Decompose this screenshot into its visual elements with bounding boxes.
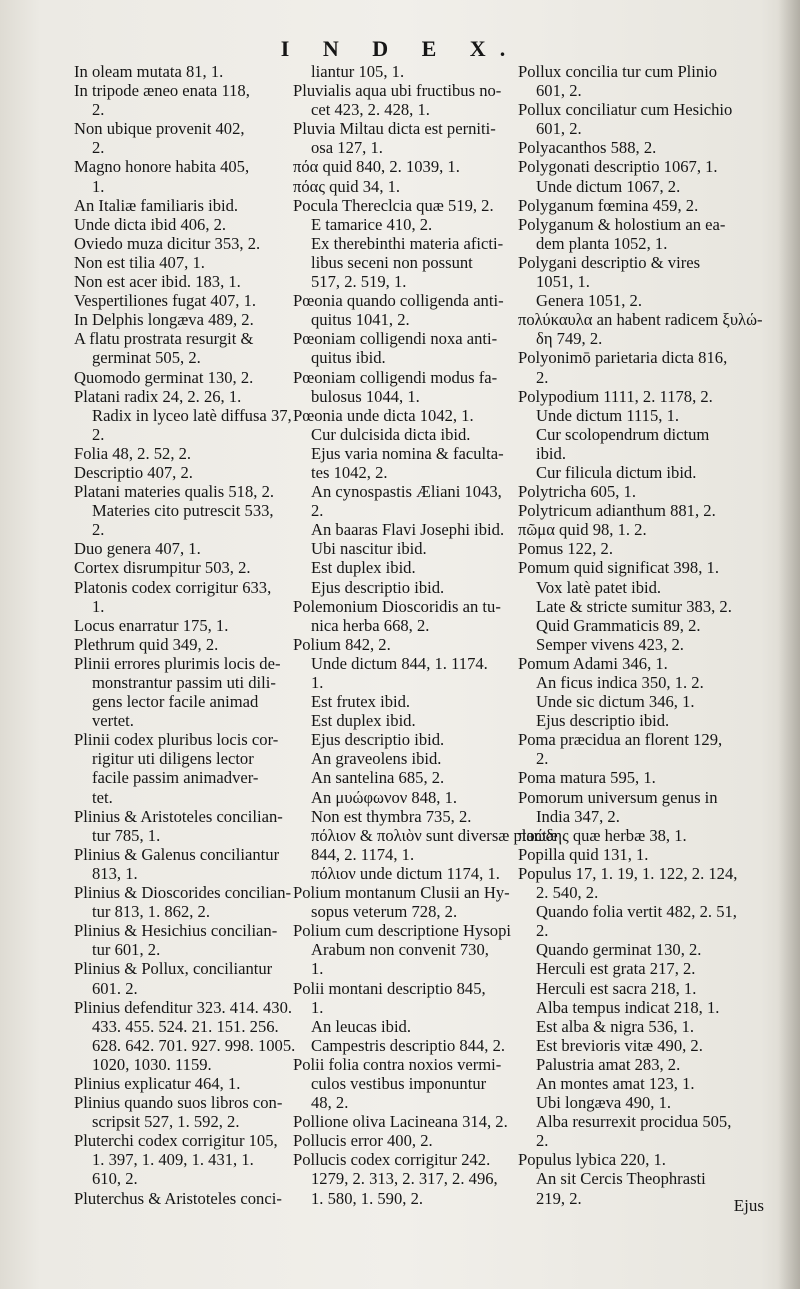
index-entry-line: Polii folia contra noxios vermi-	[293, 1054, 502, 1074]
index-entry-line: Plinius & Galenus conciliantur	[74, 844, 280, 864]
index-entry-line: An santelina 685, 2.	[311, 768, 445, 788]
index-entry-line: Late & stricte sumitur 383, 2.	[536, 596, 732, 616]
index-entry-line: germinat 505, 2.	[92, 348, 201, 368]
index-entry-line: In oleam mutata 81, 1.	[74, 62, 224, 81]
index-entry-line: Pollione oliva Lacineana 314, 2.	[293, 1112, 508, 1132]
index-entry-line: An baaras Flavi Josephi ibid.	[311, 520, 505, 540]
index-entry-line: Herculi est grata 217, 2.	[536, 959, 696, 979]
index-entry-line: An μυώφωνον 848, 1.	[311, 787, 458, 807]
index-entry-line: Pomum Adami 346, 1.	[518, 653, 668, 673]
index-entry-line: Folia 48, 2. 52, 2.	[74, 443, 192, 463]
index-entry-line: 2.	[92, 424, 105, 444]
index-entry-line: Plinius defenditur 323. 414. 430.	[74, 997, 293, 1017]
index-entry-line: Pluterchi codex corrigitur 105,	[74, 1131, 278, 1151]
index-entry-line: Quid Grammaticis 89, 2.	[536, 615, 701, 635]
index-entry-line: Pluvia Miltau dicta est perniti-	[293, 119, 496, 139]
index-entry-line: 601, 2.	[536, 81, 582, 101]
index-entry-line: Ubi longæva 490, 1.	[536, 1093, 672, 1113]
index-entry-line: 2.	[92, 100, 105, 120]
index-entry-line: tur 813, 1. 862, 2.	[92, 902, 210, 922]
index-entry-line: An cynospastis Æliani 1043,	[311, 482, 502, 502]
index-entry-line: Plinius quando suos libros con-	[74, 1093, 283, 1113]
index-entry-line: nica herba 668, 2.	[311, 615, 430, 635]
index-entry-line: 2.	[92, 138, 105, 158]
index-entry-line: dem planta 1052, 1.	[536, 233, 668, 253]
index-entry-line: In Delphis longæva 489, 2.	[74, 310, 254, 330]
index-entry-line: tur 785, 1.	[92, 825, 161, 845]
index-column-2	[293, 62, 558, 1208]
index-entry-line: Poma præcidua an florent 129,	[518, 730, 723, 750]
index-entry-line: Quando folia vertit 482, 2. 51,	[536, 902, 737, 922]
index-entry-line: An Italiæ familiaris ibid.	[74, 195, 239, 215]
index-entry-line: Poma matura 595, 1.	[518, 768, 656, 788]
index-entry-line: Unde dicta ibid 406, 2.	[74, 214, 227, 234]
index-entry-line: Platani materies qualis 518, 2.	[74, 482, 275, 502]
index-entry-line: 813, 1.	[92, 863, 138, 883]
index-entry-line: Radix in lyceo latè diffusa 37,	[92, 405, 292, 425]
index-entry-line: Semper vivens 423, 2.	[536, 634, 684, 654]
index-entry-line: Alba tempus indicat 218, 1.	[536, 997, 720, 1017]
index-entry-line: Cur dulcisida dicta ibid.	[311, 424, 471, 444]
index-entry-line: A flatu prostrata resurgit &	[74, 329, 254, 349]
index-entry-line: Vespertiliones fugat 407, 1.	[74, 291, 257, 311]
index-entry-line: Plinius explicatur 464, 1.	[74, 1073, 241, 1093]
index-entry-line: 628. 642. 701. 927. 998. 1005.	[92, 1035, 296, 1055]
index-entry-line: Populus 17, 1. 19, 1. 122, 2. 124,	[518, 863, 738, 883]
index-entry-line: Pomorum universum genus in	[518, 787, 718, 807]
index-entry-line: Unde sic dictum 346, 1.	[536, 692, 695, 712]
index-entry-line: δη 749, 2.	[536, 329, 603, 349]
index-entry-line: Arabum non convenit 730,	[311, 940, 489, 960]
index-entry-line: 1051, 1.	[536, 272, 590, 292]
index-entry-line: Non est acer ibid. 183, 1.	[74, 272, 241, 292]
index-entry-line: Polygani descriptio & vires	[518, 252, 701, 272]
index-entry-line: Ejus descriptio ibid.	[536, 711, 670, 731]
index-entry-line: Polyonimō parietaria dicta 816,	[518, 348, 728, 368]
index-entry-line: rigitur uti diligens lector	[92, 749, 254, 769]
index-entry-line: Cur scolopendrum dictum	[536, 424, 710, 444]
index-entry-line: Polytricha 605, 1.	[518, 482, 636, 502]
index-entry-line: ποώδης quæ herbæ 38, 1.	[518, 825, 687, 845]
index-entry-line: In tripode æneo enata 118,	[74, 81, 250, 101]
index-entry-line: Platani radix 24, 2. 26, 1.	[74, 386, 242, 406]
index-entry-line: 601. 2.	[92, 978, 138, 998]
index-entry-line: Pollucis codex corrigitur 242.	[293, 1150, 491, 1170]
index-entry-line: Campestris descriptio 844, 2.	[311, 1035, 506, 1055]
index-entry-line: quitus 1041, 2.	[311, 310, 410, 330]
index-entry-line: Plethrum quid 349, 2.	[74, 634, 219, 654]
index-entry-line: Palustria amat 283, 2.	[536, 1054, 681, 1074]
index-entry-line: 2.	[536, 367, 549, 387]
index-entry-line: 1.	[311, 997, 324, 1017]
index-entry-line: Polyacanthos 588, 2.	[518, 138, 657, 158]
index-entry-line: πῶμα quid 98, 1. 2.	[518, 520, 647, 540]
index-entry-line: tes 1042, 2.	[311, 462, 388, 482]
index-entry-line: 48, 2.	[311, 1093, 349, 1113]
index-entry-line: Pluterchus & Aristoteles conci-	[74, 1188, 282, 1208]
index-entry-line: Polium cum descriptione Hysopi	[293, 921, 512, 941]
page-spine-shadow	[778, 0, 800, 1289]
index-entry-line: gens lector facile animad	[92, 692, 259, 712]
index-entry-line: Populus lybica 220, 1.	[518, 1150, 666, 1170]
index-entry-line: Polyganum & holostium an ea-	[518, 214, 726, 234]
index-entry-line: πόλιον & πολιὸν sunt diversæ plantæ	[311, 825, 558, 845]
index-entry-line: Pollucis error 400, 2.	[293, 1131, 433, 1151]
index-entry-line: Pœoniam colligendi modus fa-	[293, 367, 498, 387]
index-entry-line: libus seceni non possunt	[311, 252, 473, 272]
index-entry-line: An leucas ibid.	[311, 1016, 412, 1036]
index-entry-line: Non est thymbra 735, 2.	[311, 806, 472, 826]
index-entry-line: Unde dictum 844, 1. 1174.	[311, 653, 488, 673]
index-entry-line: scripsit 527, 1. 592, 2.	[92, 1112, 240, 1132]
index-entry-line: osa 127, 1.	[311, 138, 383, 158]
index-entry-line: Est frutex ibid.	[311, 692, 411, 712]
index-entry-line: Est duplex ibid.	[311, 711, 416, 731]
index-entry-line: E tamarice 410, 2.	[311, 214, 433, 234]
index-entry-line: Duo genera 407, 1.	[74, 539, 201, 559]
index-entry-line: India 347, 2.	[536, 806, 620, 826]
index-entry-line: Popilla quid 131, 1.	[518, 844, 649, 864]
index-entry-line: Quando germinat 130, 2.	[536, 940, 702, 960]
index-entry-line: Plinii errores plurimis locis de-	[74, 653, 281, 673]
index-entry-line: Est duplex ibid.	[311, 558, 416, 578]
index-entry-line: 844, 2. 1174, 1.	[311, 844, 415, 864]
index-entry-line: 1.	[311, 673, 324, 692]
index-entry-line: An graveolens ibid.	[311, 749, 442, 769]
index-entry-line: πόα quid 840, 2. 1039, 1.	[293, 157, 460, 177]
index-entry-line: Cortex disrumpitur 503, 2.	[74, 558, 251, 578]
index-entry-line: Pollux conciliatur cum Hesichio	[518, 100, 733, 120]
index-entry-line: Plinius & Hesichius concilian-	[74, 921, 278, 941]
index-entry-line: Pomum quid significat 398, 1.	[518, 558, 719, 578]
index-entry-line: Polii montani descriptio 845,	[293, 978, 486, 998]
index-entry-line: An sit Cercis Theophrasti	[536, 1169, 706, 1189]
index-entry-line: quitus ibid.	[311, 348, 386, 368]
index-entry-line: Plinius & Aristoteles concilian-	[74, 806, 283, 826]
index-entry-line: πόας quid 34, 1.	[293, 176, 401, 196]
index-entry-line: 2.	[92, 520, 105, 540]
index-entry-line: Herculi est sacra 218, 1.	[536, 978, 697, 998]
index-entry-line: Polium 842, 2.	[293, 634, 391, 654]
index-entry-line: 2.	[536, 749, 549, 769]
index-entry-line: An ficus indica 350, 1. 2.	[536, 673, 704, 692]
index-entry-line: 1.	[92, 176, 105, 196]
index-entry-line: Unde dictum 1067, 2.	[536, 176, 681, 196]
index-entry-line: Polytricum adianthum 881, 2.	[518, 501, 716, 521]
index-entry-line: Genera 1051, 2.	[536, 291, 642, 311]
index-entry-line: Ubi nascitur ibid.	[311, 539, 427, 559]
index-entry-line: Cur filicula dictum ibid.	[536, 462, 697, 482]
index-entry-line: 2.	[311, 501, 324, 521]
index-entry-line: Ejus descriptio ibid.	[311, 730, 445, 750]
index-entry-line: 2. 540, 2.	[536, 883, 599, 903]
index-entry-line: Pomus 122, 2.	[518, 539, 613, 559]
index-entry-line: Oviedo muza dicitur 353, 2.	[74, 233, 261, 253]
index-entry-line: 1.	[92, 596, 105, 616]
index-entry-line: Vox latè patet ibid.	[536, 577, 662, 597]
index-entry-line: Plinius & Dioscorides concilian-	[74, 883, 292, 903]
index-entry-line: Quomodo germinat 130, 2.	[74, 367, 254, 387]
index-entry-line: Ejus descriptio ibid.	[311, 577, 445, 597]
index-entry-line: Pollux concilia tur cum Plinio	[518, 62, 718, 81]
index-entry-line: πόλιον unde dictum 1174, 1.	[311, 863, 500, 883]
index-entry-line: bulosus 1044, 1.	[311, 386, 420, 406]
index-entry-line: Est alba & nigra 536, 1.	[536, 1016, 695, 1036]
page-header: I N D E X.	[280, 36, 520, 61]
index-entry-line: Platonis codex corrigitur 633,	[74, 577, 272, 597]
index-entry-line: Polygonati descriptio 1067, 1.	[518, 157, 718, 177]
index-entry-line: vertet.	[92, 711, 134, 731]
index-entry-line: tet.	[92, 787, 113, 807]
index-entry-line: Est brevioris vitæ 490, 2.	[536, 1035, 703, 1055]
index-entry-line: 610, 2.	[92, 1169, 138, 1189]
index-entry-line: Plinius & Pollux, conciliantur	[74, 959, 273, 979]
index-entry-line: 1020, 1030. 1159.	[92, 1054, 212, 1074]
index-entry-line: Unde dictum 1115, 1.	[536, 405, 680, 425]
index-entry-line: Polypodium 1111, 2. 1178, 2.	[518, 386, 713, 406]
index-entry-line: Pœoniam colligendi noxa anti-	[293, 329, 498, 349]
index-entry-line: Non ubique provenit 402,	[74, 119, 245, 139]
index-entry-line: 1.	[311, 959, 324, 979]
index-entry-line: liantur 105, 1.	[311, 62, 405, 81]
index-entry-line: Polyganum fœmina 459, 2.	[518, 195, 699, 215]
index-entry-line: 2.	[536, 921, 549, 941]
index-entry-line: Pœonia quando colligenda anti-	[293, 291, 504, 311]
index-entry-line: 1. 397, 1. 409, 1. 431, 1.	[92, 1150, 254, 1170]
index-column-1	[74, 62, 296, 1208]
index-entry-line: Pocula Thereclcia quæ 519, 2.	[293, 195, 494, 215]
index-entry-line: Polium montanum Clusii an Hy-	[293, 883, 510, 903]
index-entry-line: Pœonia unde dicta 1042, 1.	[293, 405, 474, 425]
index-entry-line: Polemonium Dioscoridis an tu-	[293, 596, 501, 616]
index-entry-line: monstrantur passim uti dili-	[92, 673, 276, 692]
index-entry-line: cet 423, 2. 428, 1.	[311, 100, 430, 120]
index-entry-line: Magno honore habita 405,	[74, 157, 250, 177]
index-entry-line: Ejus varia nomina & faculta-	[311, 443, 504, 463]
catchword: Ejus	[733, 1196, 764, 1215]
index-entry-line: An montes amat 123, 1.	[536, 1073, 695, 1093]
index-entry-line: Ex therebinthi materia aficti-	[311, 233, 504, 253]
index-entry-line: 1279, 2. 313, 2. 317, 2. 496,	[311, 1169, 498, 1189]
index-entry-line: 219, 2.	[536, 1188, 582, 1208]
index-entry-line: Non est tilia 407, 1.	[74, 252, 205, 272]
index-entry-line: Plinii codex pluribus locis cor-	[74, 730, 279, 750]
index-entry-line: Locus enarratur 175, 1.	[74, 615, 229, 635]
index-entry-line: sopus veterum 728, 2.	[311, 902, 458, 922]
index-entry-line: 517, 2. 519, 1.	[311, 272, 407, 292]
index-column-3	[518, 62, 770, 1208]
index-entry-line: Materies cito putrescit 533,	[92, 501, 274, 521]
index-entry-line: tur 601, 2.	[92, 940, 161, 960]
index-entry-line: 601, 2.	[536, 119, 582, 139]
index-entry-line: πολύκαυλα an habent radicem ξυλώ-	[518, 310, 763, 330]
index-entry-line: Pluvialis aqua ubi fructibus no-	[293, 81, 502, 101]
index-entry-line: 433. 455. 524. 21. 151. 256.	[92, 1016, 279, 1036]
index-entry-line: 1. 580, 1. 590, 2.	[311, 1188, 424, 1208]
index-entry-line: 2.	[536, 1131, 549, 1151]
index-entry-line: Alba resurrexit procidua 505,	[536, 1112, 732, 1132]
index-entry-line: facile passim animadver-	[92, 768, 259, 788]
index-entry-line: culos vestibus imponuntur	[311, 1073, 487, 1093]
index-entry-line: ibid.	[536, 443, 566, 463]
index-entry-line: Descriptio 407, 2.	[74, 462, 193, 482]
